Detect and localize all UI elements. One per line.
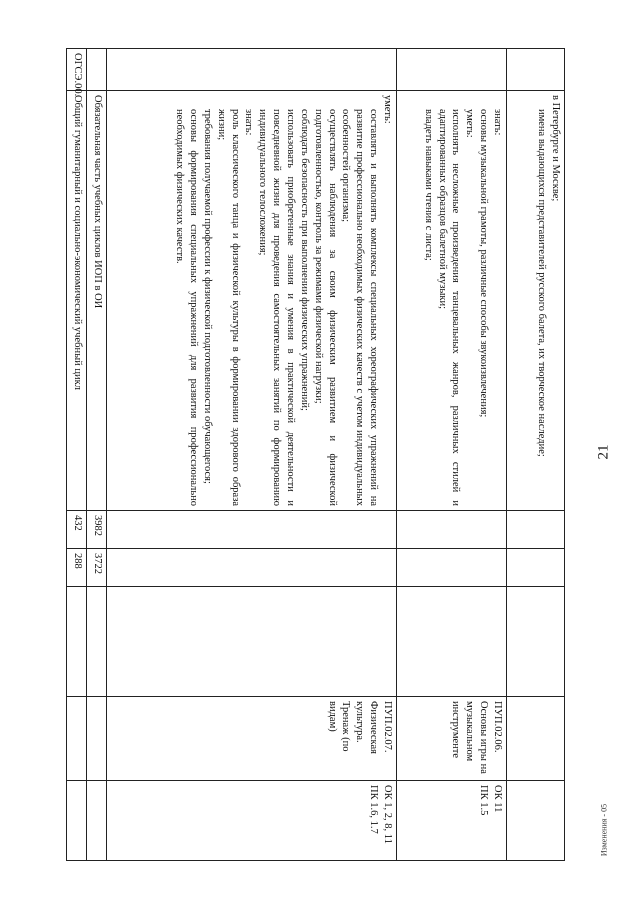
- discipline-extra-cell: [67, 587, 87, 697]
- content-line: основы музыкальной грамоты, различные способы звукоизвлечения;: [478, 109, 490, 418]
- competencies-cell: ОК 11 ПК 1.5: [397, 781, 507, 861]
- code-cell: [397, 49, 507, 91]
- code-cell: ОГСЭ.00.: [67, 49, 87, 91]
- content-line: соблюдать безопасность при выполнении физических упражнений;: [298, 109, 310, 411]
- content-line: уметь:: [382, 95, 393, 124]
- competencies-cell: [507, 781, 565, 861]
- discipline-cell: [87, 697, 107, 781]
- footer-note: Изменения - 05: [599, 803, 609, 857]
- content-line: владеть навыками чтения с листа;: [422, 109, 434, 261]
- curriculum-table: [66, 48, 565, 861]
- hours-max-cell: [397, 511, 507, 549]
- hours-required-cell: 288: [67, 549, 87, 587]
- discipline-extra-cell: [87, 587, 107, 697]
- content-line: имена выдающихся представителей русского балета, их творческое наследие;: [536, 109, 548, 457]
- code-cell: [507, 49, 565, 91]
- content-line: использовать приобретенные знания и умения в практической деятельности и повседневной жизни для проведения самостоятельных занятий по формированию индивидуального телосложения;: [257, 109, 296, 506]
- discipline-extra-cell: [397, 587, 507, 697]
- discipline-extra-cell: [107, 587, 397, 697]
- discipline-cell: ПУП.02.07. Физическая культура. Тренаж (по видам): [107, 697, 397, 781]
- content-cell: [107, 91, 397, 511]
- hours-required-cell: [397, 549, 507, 587]
- rotated-table-sheet: [67, 48, 565, 860]
- content-line: Обязательная часть учебных циклов ИОП в ОИ: [92, 95, 103, 309]
- hours-required-cell: 3722: [87, 549, 107, 587]
- content-line: роль классического танца и физической культуры в формировании здорового образа жизни;: [215, 109, 241, 506]
- table-row: [107, 49, 397, 861]
- content-line: знать:: [492, 109, 503, 136]
- hours-max-cell: [107, 511, 397, 549]
- discipline-extra-cell: [507, 697, 565, 781]
- content-line: основы формирования специальных упражнений для развития профессионально необходимых физических качеств.: [174, 109, 199, 506]
- discipline-cell: [67, 697, 87, 781]
- content-cell: [67, 91, 87, 511]
- hours-required-cell: [507, 549, 565, 587]
- content-cell: [397, 91, 507, 511]
- content-cell: [507, 91, 565, 511]
- discipline-cell: ПУП.02.06. Основы игры на музыкальном инструменте: [397, 697, 507, 781]
- content-line: составлять и выполнять комплексы специальных хореографических упражнений на развитие профессионально необходимых физических качеств с учетом индивидуальных особенностей организма;: [340, 109, 380, 506]
- code-cell: [87, 49, 107, 91]
- competencies-cell: [87, 781, 107, 861]
- content-line: исполнять несложные произведения танцевальных жанров, различных стилей и адаптированных образцов балетной музыки;: [436, 109, 462, 506]
- code-cell: [107, 49, 397, 91]
- discipline-cell: [507, 587, 565, 697]
- table-row: [67, 49, 87, 861]
- table-row: [397, 49, 507, 861]
- content-line: в Петербурге и Москве;: [550, 95, 561, 202]
- page-number: 21: [595, 444, 612, 460]
- table-row: [87, 49, 107, 861]
- content-line: осуществлять наблюдения за своим физическим развитием и физической подготовленностью, контроль за режимами физической нагрузки;: [312, 109, 338, 506]
- content-line: уметь:: [464, 109, 476, 138]
- content-line: Общий гуманитарный и социально-экономический учебный цикл: [72, 95, 83, 390]
- table-row: [507, 49, 565, 861]
- content-line: знать:: [243, 109, 255, 136]
- hours-max-cell: 432: [67, 511, 87, 549]
- hours-required-cell: [107, 549, 397, 587]
- hours-max-cell: 3982: [87, 511, 107, 549]
- hours-max-cell: [507, 511, 565, 549]
- content-line: требования получаемой профессии к физической подготовленности обучающегося;: [201, 109, 213, 484]
- competencies-cell: [67, 781, 87, 861]
- competencies-cell: ОК 1, 2, 8, 11 ПК 1.6, 1.7: [107, 781, 397, 861]
- content-cell: [87, 91, 107, 511]
